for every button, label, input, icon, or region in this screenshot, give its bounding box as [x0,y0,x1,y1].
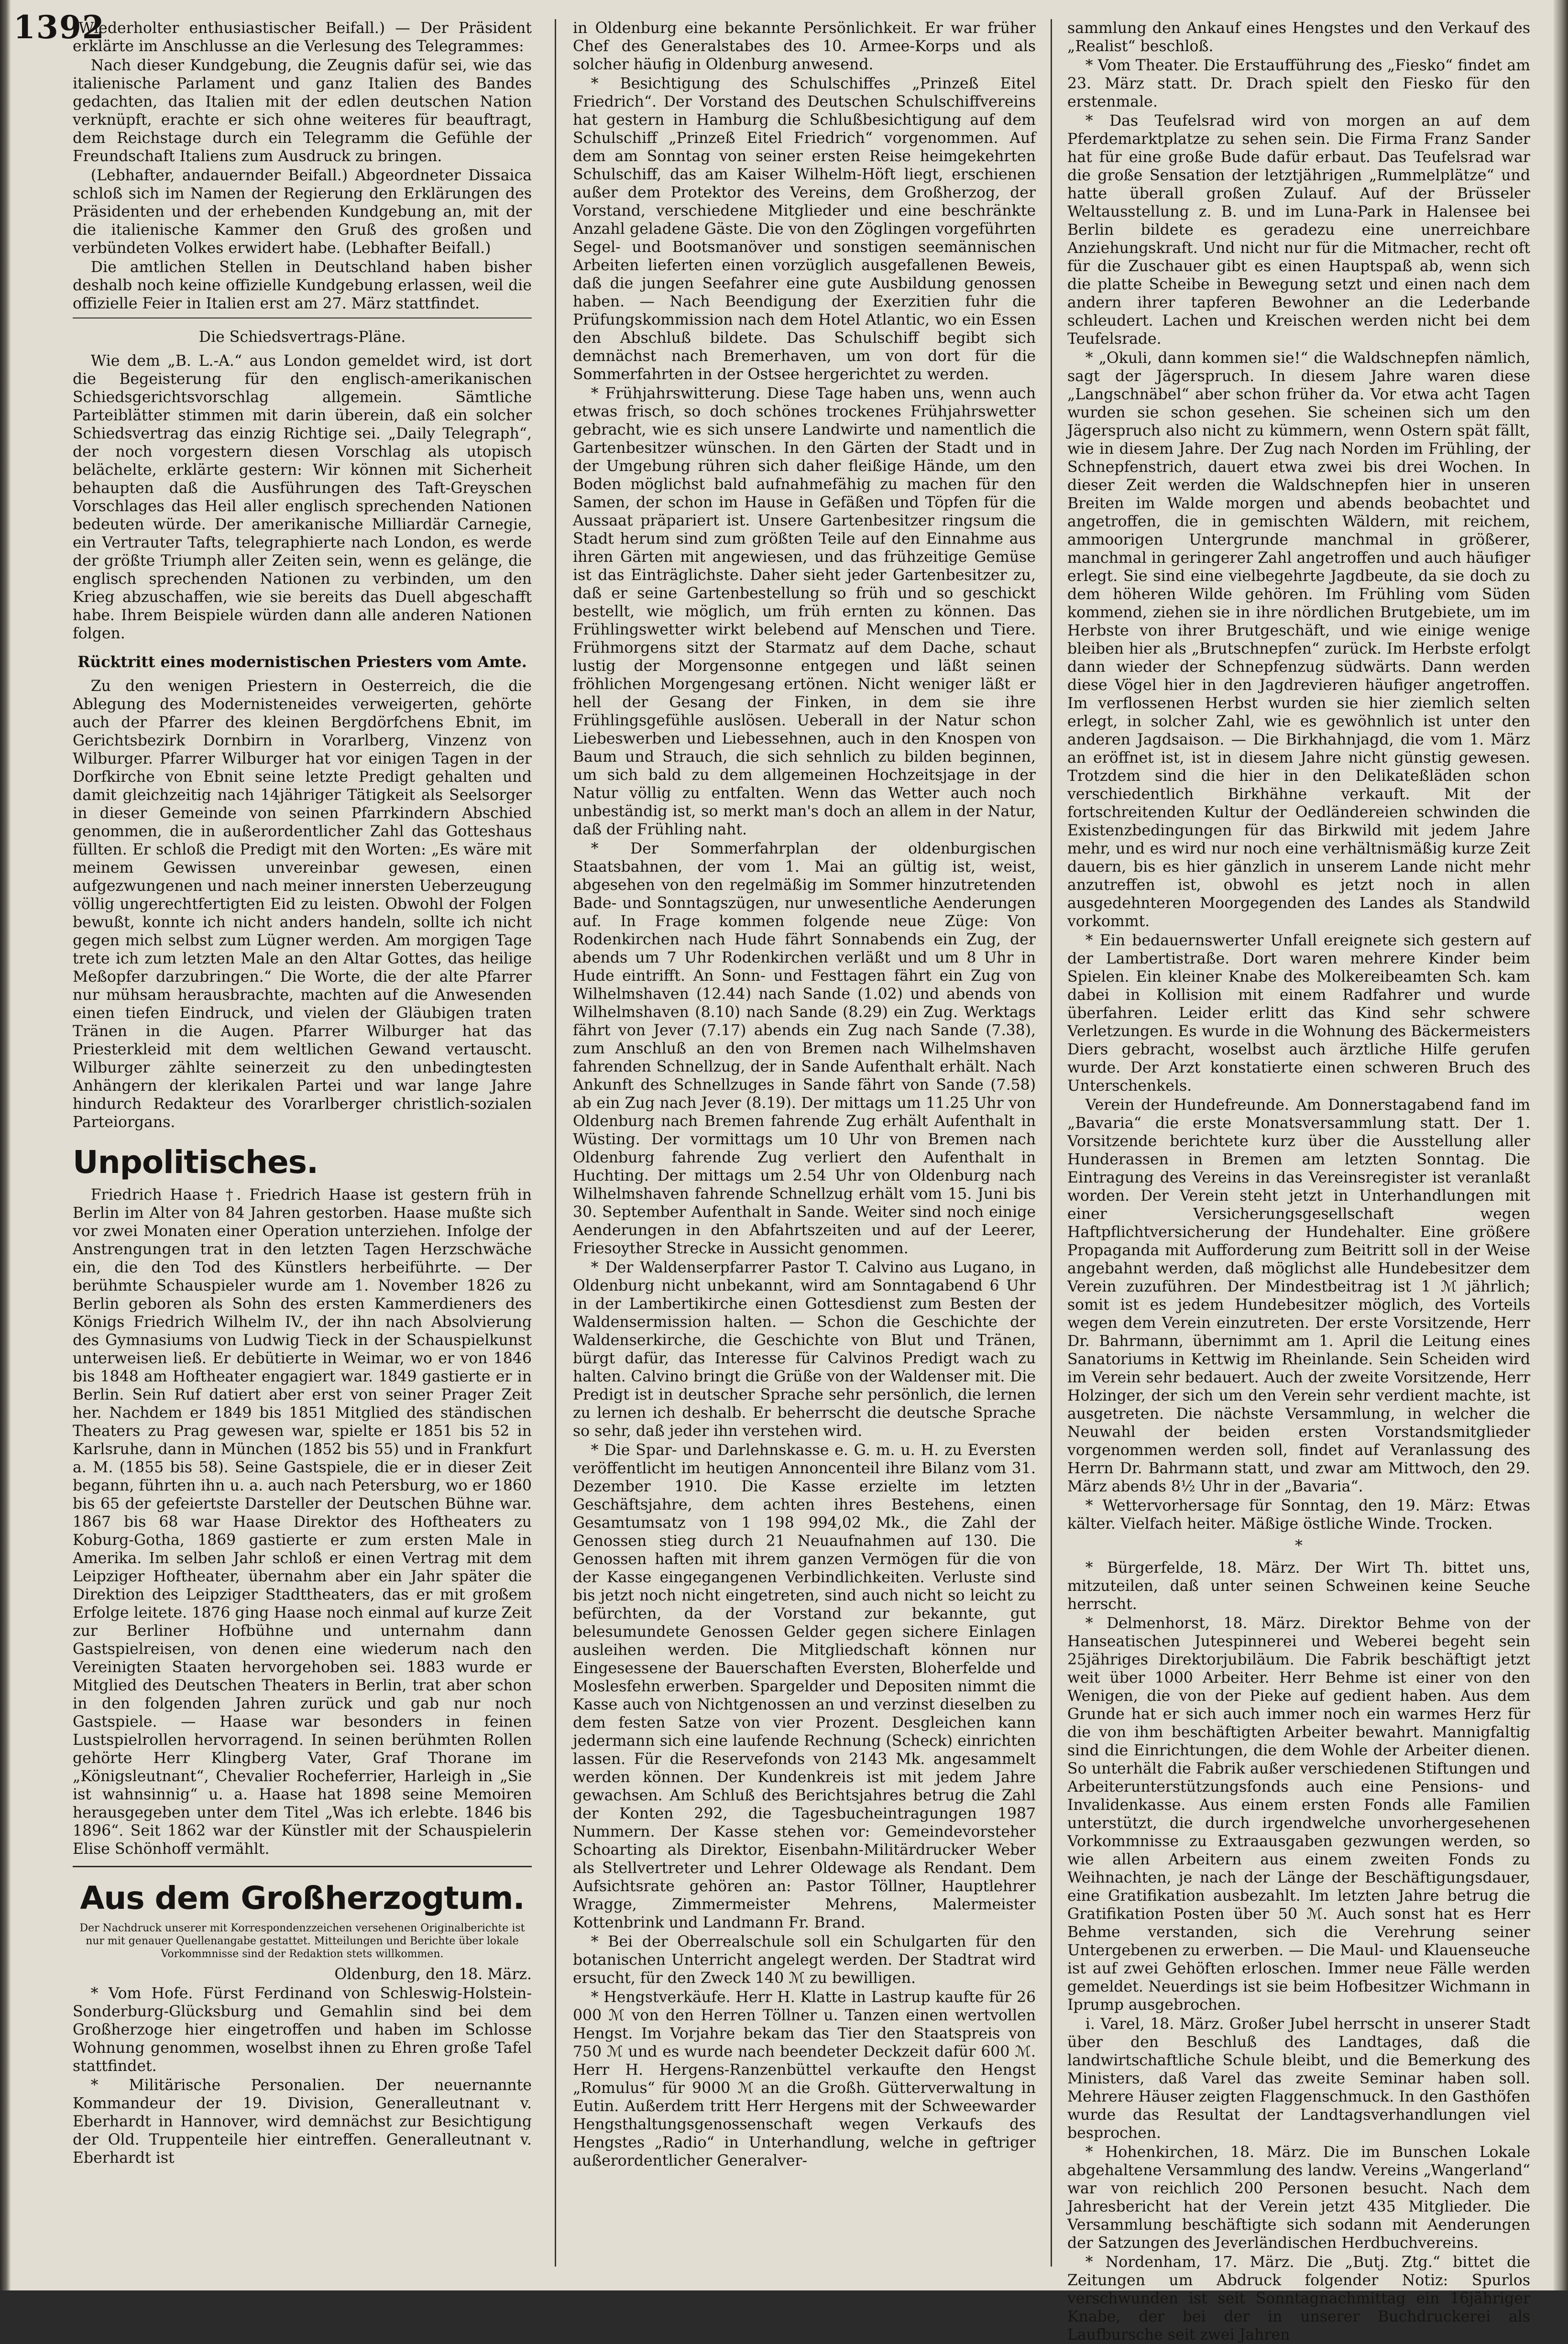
column-rule [1051,19,1052,2267]
paragraph: * Hohenkirchen, 18. März. Die im Bunschen Lokale abgehaltene Versammlung des landw. Vereins „Wangerland“ war von reichlich 200 Personen besucht. Nach dem Jahresbericht hat der Verein jetzt 435 Mitglieder. Die Versammlung beschäftigte sich sodann mit Aenderungen der Satzungen des Jeverländischen Herdbuchvereins. [1067,2144,1530,2252]
paragraph: sammlung den Ankauf eines Hengstes und den Verkauf des „Realist“ beschloß. [1067,20,1530,55]
paragraph: Nach dieser Kundgebung, die Zeugnis dafür sei, wie das italienische Parlament und ganz Italien des Bandes gedachten, das Italien mit der edlen deutschen Nation verknüpft, erachte er sich ohne weiteres für beauftragt, dem Reichstage durch ein Telegramm die Gefühle der Freundschaft Italiens zum Ausdruck zu bringen. [73,57,532,165]
paragraph: * Frühjahrswitterung. Diese Tage haben uns, wenn auch etwas frisch, so doch schönes trockenes Frühjahrswetter gebracht, wie es sich unsere Landwirte und namentlich die Gartenbesitzer wünschen. In den Gärten der Stadt und in der Umgebung rühren sich daher fleißige Hände, um den Boden möglichst bald aufnahmefähig zu machen für den Samen, der schon im Hause in Gefäßen und Töpfen für die Aussaat präpariert ist. Unsere Gartenbesitzer ringsum die Stadt herum sind zum größten Teile auf den Einnahme aus ihren Gärten mit angewiesen, und das frühzeitige Gemüse ist das Einträglichste. Daher sieht jeder Gartenbesitzer zu, daß er seine Gartenbestellung so früh und so geschickt bestellt, wie möglich, um früh ernten zu können. Das Frühlingswetter wirkt belebend auf Menschen und Tiere. Frühmorgens sitzt der Starmatz auf dem Dache, schaut lustig der Morgensonne entgegen und läßt seinen fröhlichen Morgengesang ertönen. Nicht weniger läßt er hell der Gesang der Finken, in dem sie ihre Frühlingsgefühle auslösen. Ueberall in der Natur schon Liebeswerben und Liebessehnen, auch in den Knospen von Baum und Strauch, die sich sehnlich zu bilden beginnen, um sich bald zu dem allgemeinen Hochzeitsjage in der Natur völlig zu entfalten. Wenn das Wetter auch noch unbeständig ist, so merkt man's doch an allem in der Natur, daß der Frühling naht. [573,385,1036,838]
dateline: Oldenburg, den 18. März. [334,1966,532,1983]
column-2 [573,19,1036,2274]
paragraph: Wie dem „B. L.-A.“ aus London gemeldet wird, ist dort die Begeisterung für den englisch-amerikanischen Schiedsgerichtsvorschlag allgemein. Sämtliche Parteiblätter stimmen mit darin überein, daß ein solcher Schiedsvertrag das einzig Richtige sei. „Daily Telegraph“, der noch vorgestern diesen Vorschlag als utopisch belächelte, erklärte gestern: Wir können mit Sicherheit behaupten daß die Ausführungen des Taft-Greyschen Vorschlages das Heil aller englisch sprechenden Nationen bedeuten würde. Der amerikanische Milliardär Carnegie, ein Vertrauter Tafts, telegraphierte nach London, es werde der größte Triumph aller Zeiten sein, wenn es gelänge, die englisch sprechenden Nationen zu verbinden, um den Krieg abzuschaffen, wie sie bereits das Duell abgeschafft habe. Ihrem Beispiele würden dann alle anderen Nationen folgen. [73,352,532,642]
paragraph: * Das Teufelsrad wird von morgen an auf dem Pferdemarktplatze zu sehen sein. Die Firma Franz Sander hat für eine große Bude dafür erbaut. Das Teufelsrad war die große Sensation der letztjährigen „Rummelplätze“ und hatte überall großen Zulauf. Auf der Brüsseler Weltausstellung z. B. und im Luna-Park in Halensee bei Berlin bildete es geradezu eine unerreichbare Anziehungskraft. Und nicht nur für die Mitmacher, recht oft für die Zuschauer gibt es einen Hauptspaß ab, wenn sich die platte Scheibe in Bewegung setzt und einen nach dem andern ihrer tapferen Bewohner an die Lederbande schleudert. Lachen und Kreischen werden nicht bei dem Teufelsrade. [1067,112,1530,348]
paragraph: * Nordenham, 17. März. Die „Butj. Ztg.“ bittet die Zeitungen um Abdruck folgender Notiz: Spurlos verschwunden ist seit Sonntagnachmittag ein 16jähriger Knabe, der bei der in unserer Buchdruckerei als Laufbursche seit zwei Jahren [1067,2254,1530,2344]
article-heading: Rücktritt eines modernistischen Priesters vom Amte. [77,653,527,671]
paragraph: * Hengstverkäufe. Herr H. Klatte in Lastrup kaufte für 26 000 ℳ von den Herren Töllner u. Tanzen einen wertvollen Hengst. Im Vorjahre bekam das Tier den Staatspreis von 750 ℳ und es wurde nach beendeter Deckzeit dafür 600 ℳ. Herr H. Hergens-Ranzenbüttel verkaufte den Hengst „Romulus“ für 9000 ℳ an die Großh. Gütterverwaltung in Eutin. Außerdem tritt Herr Hergens mit der Schweewarder Hengsthaltungsgenossenschaft wegen Verkaufs des Hengstes „Radio“ in Unterhandlung, welche in geftriger außerordentlicher Generalver- [573,1989,1036,2169]
separator-star: * [1295,1537,1303,1555]
column-1 [73,19,532,2274]
article-heading: Die Schiedsvertrags-Pläne. [198,329,406,346]
page-edge-left [0,0,11,2290]
paragraph: Verein der Hundefreunde. Am Donnerstagabend fand im „Bavaria“ die erste Monatsversammlung statt. Der 1. Vorsitzende berichtete kurz über die Ausstellung aller Hunderassen in Bremen am letzten Sonntag. Die Eintragung des Vereins in das Vereinsregister ist veranlaßt worden. Der Verein steht jetzt in Unterhandlungen mit einer Versicherungsgesellschaft wegen Haftpflichtversicherung der Hundehalter. Eine größere Propaganda mit Aufforderung zum Beitritt soll in der Weise angebahnt werden, daß möglichst alle Hundebesitzer dem Verein zuzuführen. Der Mindestbeitrag ist 1 ℳ jährlich; somit ist es jedem Hundebesitzer möglich, des Vorteils wegen dem Verein einzutreten. Der erste Vorsitzende, Herr Dr. Bahrmann, übernimmt am 1. April die Leitung eines Sanatoriums in Kettwig im Rheinlande. Sein Scheiden wird im Verein sehr bedauert. Auch der zweite Vorsitzende, Herr Holzinger, der sich um den Verein sehr verdient machte, ist ausgetreten. Die nächste Versammlung, in welcher die Neuwahl der beiden ersten Vorstandsmitglieder vorgenommen werden soll, findet auf Veranlassung des Herrn Dr. Bahrmann statt, und zwar am Mittwoch, den 29. März abends 8½ Uhr in der „Bavaria“. [1067,1096,1530,1495]
paragraph: * Der Sommerfahrplan der oldenburgischen Staatsbahnen, der vom 1. Mai an gültig ist, weist, abgesehen von den regelmäßig im Sommer hinzutretenden Bade- und Sonntagszügen, nur unwesentliche Aenderungen auf. In Frage kommen folgende neue Züge: Von Rodenkirchen nach Hude fährt Sonnabends ein Zug, der abends um 7 Uhr Rodenkirchen verläßt und um 8 Uhr in Hude eintrifft. An Sonn- und Festtagen fährt ein Zug von Wilhelmshaven (12.44) nach Sande (1.02) und abends von Wilhelmshaven (8.10) nach Sande (8.29) ein Zug. Werktags fährt von Jever (7.17) abends ein Zug nach Sande (7.38), zum Anschluß an den von Bremen nach Wilhelmshaven fahrenden Schnellzug, der in Sande Aufenthalt erhält. Nach Ankunft des Schnellzuges in Sande fährt von Sande (7.58) ab ein Zug nach Jever (8.19). Der mittags um 11.25 Uhr von Oldenburg nach Bremen fahrende Zug erhält Aufenthalt in Wüsting. Der vormittags um 10 Uhr von Bremen nach Oldenburg fahrende Zug verliert den Aufenthalt in Huchting. Der mittags um 2.54 Uhr von Oldenburg nach Wilhelmshaven fahrende Schnellzug erhält vom 15. Juni bis 30. September Aufenthalt in Sande. Weiter sind noch einige Aenderungen in den Abfahrtszeiten und auf der Leerer, Friesoyther Strecke in Aussicht genommen. [573,840,1036,1257]
paragraph: Die amtlichen Stellen in Deutschland haben bisher deshalb noch keine offizielle Kundgebung erlassen, weil die offizielle Feier in Italien erst am 27. März stattfindet. [73,259,532,312]
page-number: 1392 [13,9,105,46]
column-rule [555,19,556,2267]
paragraph: * Bürgerfelde, 18. März. Der Wirt Th. bittet uns, mitzuteilen, daß unter seinen Schweinen keine Seuche herrscht. [1067,1559,1530,1613]
paragraph: Zu den wenigen Priestern in Oesterreich, die die Ablegung des Modernisteneides verweigerten, gehörte auch der Pfarrer des kleinen Bergdörfchens Ebnit, im Gerichtsbezirk Dornbirn in Vorarlberg, Vinzenz von Wilburger. Pfarrer Wilburger hat vor einigen Tagen in der Dorfkirche von Ebnit seine letzte Predigt gehalten und damit gleichzeitig nach 14jähriger Tätigkeit als Seelsorger in dieser Gemeinde von seinen Pfarrkindern Abschied genommen, die in außerordentlicher Zahl das Gotteshaus füllten. Er schloß die Predigt mit den Worten: „Es wäre mit meinem Gewissen unvereinbar gewesen, einen aufgezwungenen und nach meiner innersten Ueberzeugung völlig ungerechtfertigten Eid zu leisten. Obwohl der Folgen bewußt, konnte ich nicht anders handeln, sollte ich nicht gegen mich selbst zum Lügner werden. Am morgigen Tage trete ich zum letzten Male an den Altar Gottes, das heilige Meßopfer darzubringen.“ Die Worte, die der alte Pfarrer nur mühsam herausbrachte, machten auf die Anwesenden einen tiefen Eindruck, und vielen der Gläubigen traten Tränen in die Augen. Pfarrer Wilburger hat das Priesterkleid mit dem weltlichen Gewand vertauscht. Wilburger zählte seinerzeit zu den unbedingtesten Anhängern der klerikalen Partei und war lange Jahre hindurch Redakteur des Vorarlberger christlich-sozialen Parteiorgans. [73,678,532,1131]
paragraph: i. Varel, 18. März. Großer Jubel herrscht in unserer Stadt über den Beschluß des Landtages, daß die landwirtschaftliche Schule bleibt, und die Bemerkung des Ministers, daß Varel das zweite Seminar haben soll. Mehrere Häuser zeigten Flaggenschmuck. In den Gasthöfen wurde das Resultat der Landtagsverhandlungen viel besprochen. [1067,2015,1530,2142]
paragraph: (Lebhafter, andauernder Beifall.) Abgeordneter Dissaica schloß sich im Namen der Regierung den Erklärungen des Präsidenten und der erhebenden Kundgebung an, mit der die italienische Kammer den Gruß des großen und verbündeten Volkes erwidert habe. (Lebhafter Beifall.) [73,167,532,257]
paragraph: (Wiederholter enthusiastischer Beifall.) — Der Präsident erklärte im Anschlusse an die Verlesung des Telegrammes: [73,20,532,55]
column-3 [1067,19,1530,2344]
section-heading: Aus dem Großherzogtum. [80,1880,525,1917]
paragraph: * Militärische Personalien. Der neuernannte Kommandeur der 19. Division, Generalleutnant v. Eberhardt in Hannover, wird demnächst zur Besichtigung der Old. Truppenteile hier eintreffen. Generalleutnant v. Eberhardt ist [73,2077,532,2167]
paragraph: * Die Spar- und Darlehnskasse e. G. m. u. H. zu Eversten veröffentlicht im heutigen Annoncenteil ihre Bilanz vom 31. Dezember 1910. Die Kasse erzielte im letzten Geschäftsjahre, dem achten ihres Bestehens, einen Gesamtumsatz von 1 198 994,02 Mk., die Zahl der Genossen stieg durch 21 Neuaufnahmen auf 130. Die Genossen haften mit ihrem ganzen Vermögen für die von der Kasse eingegangenen Verbindlichkeiten. Verluste sind bis jetzt noch nicht eingetreten, sind auch nicht so leicht zu befürchten, da der Vorstand zur bekannte, gut belesumundete Genossen Gelder gegen sichere Einlagen ausleihen werden. Die Mitgliedschaft können nur Eingesessene der Bauerschaften Eversten, Bloherfelde und Moslesfehn erwerben. Spargelder und Depositen nimmt die Kasse auch von Nichtgenossen an und verzinst dieselben zu dem festen Satze von vier Prozent. Desgleichen kann jedermann sich eine laufende Rechnung (Scheck) einrichten lassen. Für die Reservefonds von 2143 Mk. angesammelt werden können. Der Kundenkreis ist mit jedem Jahre gewachsen. Am Schluß des Berichtsjahres betrug die Zahl der Konten 292, die Tagesbucheintragungen 1987 Nummern. Der Kasse stehen vor: Gemeindevorsteher Schoarting als Direktor, Eisenbahn-Militärdrucker Weber als Stellvertreter und Lehrer Oldewage als Rendant. Dem Aufsichtsrate gehören an: Pastor Töllner, Hauptlehrer Wragge, Zimmermeister Mehrens, Malermeister Kottenbrink und Landmann Fr. Brand. [573,1442,1036,1931]
paragraph: * Ein bedauernswerter Unfall ereignete sich gestern auf der Lambertistraße. Dort waren mehrere Kinder beim Spielen. Ein kleiner Knabe des Molkereibeamten Sch. kam dabei in Kollision mit einem Radfahrer und wurde überfahren. Leider erlitt das Kind sehr schwere Verletzungen. Es wurde in die Wohnung des Bäckermeisters Diers gebracht, woselbst auch ärztliche Hilfe gerufen wurde. Der Arzt konstatierte einen schweren Bruch des Unterschenkels. [1067,932,1530,1095]
page-edge-right [1554,0,1568,2290]
paragraph: * Vom Theater. Die Erstaufführung des „Fiesko“ findet am 23. März statt. Dr. Drach spielt den Fiesko für den erstenmale. [1067,57,1530,110]
paragraph: * Bei der Oberrealschule soll ein Schulgarten für den botanischen Unterricht angelegt werden. Der Stadtrat wird ersucht, für den Zweck 140 ℳ zu bewilligen. [573,1933,1036,1987]
paragraph: * Wettervorhersage für Sonntag, den 19. März: Etwas kälter. Vielfach heiter. Mäßige östliche Winde. Trocken. [1067,1497,1530,1533]
section-heading: Unpolitisches. [73,1144,318,1181]
divider [73,1866,532,1867]
paragraph: in Oldenburg eine bekannte Persönlichkeit. Er war früher Chef des Generalstabes des 10. Armee-Korps und als solcher häufig in Oldenburg anwesend. [573,20,1036,73]
paragraph: * Der Waldenserpfarrer Pastor T. Calvino aus Lugano, in Oldenburg nicht unbekannt, wird am Sonntagabend 6 Uhr in der Lambertikirche einen Gottesdienst zum Besten der Waldensermission halten. — Schon die Geschichte der Waldenserkirche, die Geschichte von Blut und Tränen, bürgt dafür, das Interesse für Calvinos Predigt wach zu halten. Calvino bringt die Grüße von der Waldenser mit. Die Predigt ist in deutscher Sprache sehr persönlich, die lernen zu lernen ich deshalb. Er beherrscht die deutsche Sprache so sehr, daß jeder ihn verstehen wird. [573,1259,1036,1440]
paragraph: * Vom Hofe. Fürst Ferdinand von Schleswig-Holstein-Sonderburg-Glücksburg und Gemahlin sind bei dem Großherzoge hier eingetroffen und haben im Schlosse Wohnung genommen, woselbst ihnen zu Ehren große Tafel stattfindet. [73,1985,532,2075]
paragraph: Friedrich Haase †. Friedrich Haase ist gestern früh in Berlin im Alter von 84 Jahren gestorben. Haase mußte sich vor zwei Monaten einer Operation unterziehen. Infolge der Anstrengungen trat in den letzten Tagen Herzschwäche ein, die den Tod des Künstlers herbeiführte. — Der berühmte Schauspieler wurde am 1. November 1826 zu Berlin geboren als Sohn des ersten Kammerdieners des Königs Friedrich Wilhelm IV., der ihn nach Absolvierung des Gymnasiums von Ludwig Tieck in der Schauspielkunst unterweisen ließ. Er debütierte in Weimar, wo er von 1846 bis 1848 am Hoftheater engagiert war. 1849 gastierte er in Berlin. Sein Ruf datiert aber erst von seiner Prager Zeit her. Nachdem er 1849 bis 1851 Mitglied des ständischen Theaters zu Prag gewesen war, spielte er 1851 bis 52 in Karlsruhe, dann in München (1852 bis 55) und in Frankfurt a. M. (1855 bis 58). Seine Gastspiele, die er in dieser Zeit begann, führten ihn u. a. auch nach Petersburg, wo er 1860 bis 65 der gefeiertste Darsteller der Deutschen Bühne war. 1867 bis 68 war Haase Direktor des Hoftheaters zu Koburg-Gotha, 1869 gastierte er zum ersten Male in Amerika. Im selben Jahr schloß er einen Vertrag mit dem Leipziger Hoftheater, übernahm aber ein Jahr später die Direktion des Leipziger Stadttheaters, das er mit großem Erfolge leitete. 1876 ging Haase noch einmal auf kurze Zeit zur Berliner Hofbühne und unternahm dann Gastspielreisen, von denen eine wiederum nach den Vereinigten Staaten hervorgehoben sei. 1883 wurde er Mitglied des Deutschen Theaters in Berlin, trat aber schon in den folgenden Jahren zurück und gab nur noch Gastspiele. — Haase war besonders in feinen Lustspielrollen hervorragend. In seinen berühmten Rollen gehörte Herr Klingberg Vater, Graf Thorane im „Königsleutnant“, Chevalier Rocheferrier, Harleigh in „Sie ist wahnsinnig“ u. a. Haase hat 1898 seine Memoiren herausgegeben unter dem Titel „Was ich erlebte. 1846 bis 1896“. Seit 1862 war der Künstler mit der Schauspielerin Elise Schönhoff vermählt. [73,1186,532,1858]
paragraph: * „Okuli, dann kommen sie!“ die Waldschnepfen nämlich, sagt der Jägerspruch. In diesem Jahre waren diese „Langschnäbel“ aber schon früher da. Vor etwa acht Tagen wurden sie schon gesehen. Sie scheinen sich um den Jägerspruch also nicht zu kümmern, wenn Ostern spät fällt, wie in diesem Jahre. Der Zug nach Norden im Frühling, der Schnepfenstrich, dauert etwa zwei bis drei Wochen. In dieser Zeit werden die Waldschnepfen hier in unseren Breiten im Walde morgen und abends beobachtet und angetroffen, die in gemischten Wäldern, mit reichem, ammoorigen Untergrunde manchmal in größerer, manchmal in geringerer Zahl angetroffen und auch häufiger erlegt. Sie sind eine vielbegehrte Jagdbeute, da sie doch zu dem höheren Wilde gehören. Im Frühling vom Süden kommend, ziehen sie in ihre nördlichen Brutgebiete, um im Herbste von ihrer Brutgeschäft, und wie einige wenige bleiben hier als „Brutschnepfen“ zurück. Im Herbste erfolgt dann wieder der Schnepfenzug südwärts. Dann werden diese Vögel hier in den Jagdrevieren häufiger angetroffen. Im verflossenen Herbst wurden sie hier ziemlich selten erlegt, in solcher Zahl, wie es gewöhnlich ist unter den anderen Jagdsaison. — Die Birkhahnjagd, die vom 1. März an eröffnet ist, ist in diesem Jahre nicht günstig gewesen. Trotzdem sind die hier in den Delikateßläden schon verschiedentlich Birkhähne verkauft. Mit der fortschreitenden Kultur der Oedländereien schwinden die Existenzbedingungen für das Birkwild mit jedem Jahre mehr, und es wird nur noch eine verhältnismäßig kurze Zeit dauern, bis es hier gänzlich in unserem Lande nicht mehr anzutreffen ist, obwohl es jetzt noch in allen ausgedehnteren Moorgegenden des Landes als Standwild vorkommt. [1067,350,1530,930]
paragraph: * Delmenhorst, 18. März. Direktor Behme von der Hanseatischen Jutespinnerei und Weberei begeht sein 25jähriges Direktorjubiläum. Die Fabrik beschäftigt jetzt weit über 1000 Arbeiter. Herr Behme ist einer von den Wenigen, die von der Pieke auf gedient haben. Aus dem Grunde hat er sich auch immer noch ein warmes Herz für die von ihm beschäftigten Arbeiter bewahrt. Mannigfaltig sind die Einrichtungen, die dem Wohle der Arbeiter dienen. So unterhält die Fabrik außer verschiedenen Stiftungen und Arbeiterunterstützungsfonds auch eine Pensions- und Invalidenkasse. Aus einem ersten Fonds alle Familien unterstützt, die durch irgendwelche unvorhergesehenen Vorkommnisse zu Extraausgaben gezwungen werden, so wie allen Arbeitern aus einem zweiten Fonds zu Weihnachten, je nach der Länge der Beschäftigungsdauer, eine Gratifikation ausbezahlt. Im letzten Jahre betrug die Gratifikation Posten über 50 ℳ. Auch sonst hat es Herr Behme verstanden, sich die Verehrung seiner Untergebenen zu erwerben. — Die Maul- und Klauenseuche ist auf zwei Gehöften erloschen. Immer neue Fälle werden gemeldet. Neuerdings ist sie beim Hofbesitzer Wichmann in Iprump ausgebrochen. [1067,1615,1530,2014]
paragraph: * Besichtigung des Schulschiffes „Prinzeß Eitel Friedrich“. Der Vorstand des Deutschen Schulschiffvereins hat gestern in Hamburg die Schlußbesichtigung auf dem Schulschiff „Prinzeß Eitel Friedrich“ vorgenommen. Auf dem am Sonntag von seiner ersten Reise heimgekehrten Schulschiff, das am Kaiser Wilhelm-Höft liegt, erschienen außer dem Protektor des Vereins, dem Großherzog, der Vorstand, verschiedene Mitglieder und eine beschränkte Anzahl geladene Gäste. Die von den Zöglingen vorgeführten Segel- und Bootsmanöver und sonstigen seemännischen Arbeiten lieferten einen vorzüglich ausgefallenen Beweis, daß die jungen Seefahrer eine gute Ausbildung genossen haben. — Nach Beendigung der Exerzitien fuhr die Prüfungskommission nach dem Hotel Atlantic, wo ein Essen den Abschluß bildete. Das Schulschiff begibt sich demnächst nach Bremerhaven, um von dort für die Sommerfahrten in der Ostsee hergerichtet zu werden. [573,75,1036,383]
reprint-note: Der Nachdruck unserer mit Korrespondenzzeichen versehenen Originalberichte ist nur mit genauer Quellenangabe gestattet. Mitteilungen und Berichte über lokale Vorkommnisse sind der Redaktion stets willkommen. [79,1922,525,1960]
